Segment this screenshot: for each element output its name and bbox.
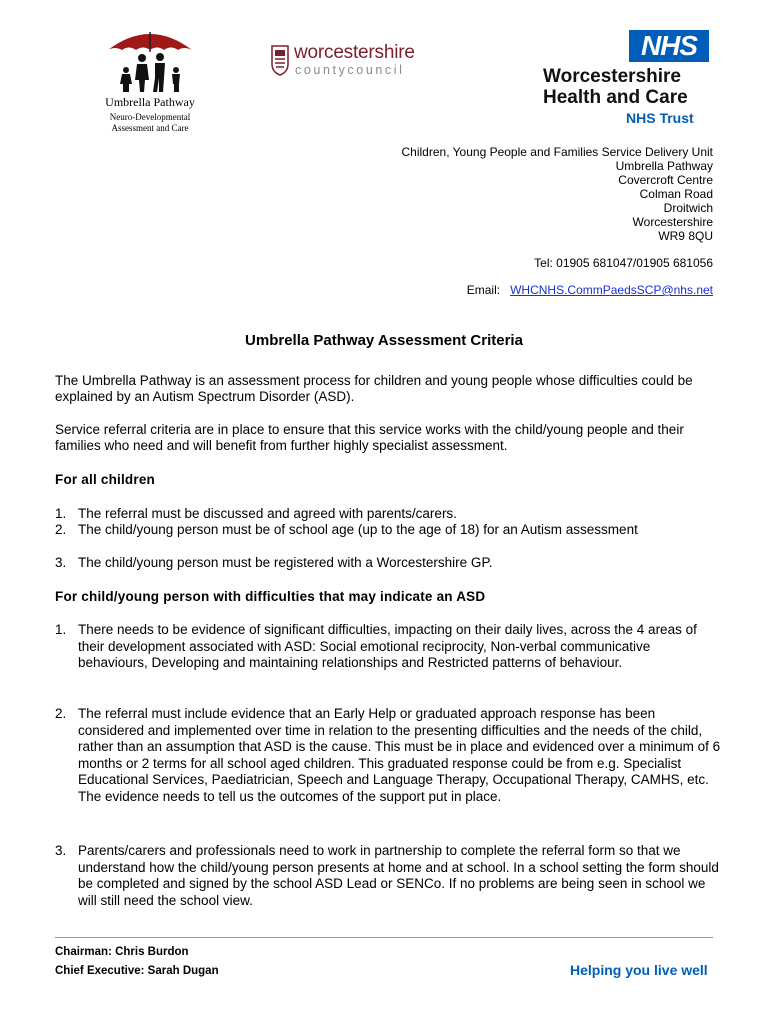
umbrella-logo-subtitle-1: Neuro-Developmental (109, 112, 191, 122)
list-item-number: 1. (55, 506, 67, 521)
nhs-badge: NHS (629, 30, 709, 62)
list-item-text: The referral must include evidence that an Early Help or graduated approach response has been considered and implemented over time in relation to the presenting difficulties and the needs of the child, rather than an assumption that ASD is the cause. This must be in place and evidenced over a minimum of 6 months or 2 terms for all school aged children. This graduated response could be from e.g. Specialist Educational Services, Paediatrician, Speech and Language Therapy, Occupational Therapy, CAMHS, etc. The evidence needs to tell us the outcomes of the support put in place. (78, 706, 721, 804)
list-item-text: Parents/carers and professionals need to work in partnership to complete the referral form so that we understand how the child/young person presents at home and at school. In a school setting the form should be completed and signed by the school ASD Lead or SENCo. If no problems are being seen in school we will still need the school view. (78, 843, 719, 908)
address-line: Covercroft Centre (618, 173, 713, 187)
email-link[interactable]: WHCNHS.CommPaedsSCP@nhs.net (510, 283, 713, 297)
list-item-number: 1. (55, 622, 67, 637)
footer-chief-executive: Chief Executive: Sarah Dugan (55, 965, 219, 977)
list-item-text: The child/young person must be registered with a Worcestershire GP. (78, 555, 493, 570)
umbrella-pathway-logo (80, 28, 195, 138)
nhs-org-line-2: Health and Care (543, 87, 688, 108)
list-item-number: 2. (55, 706, 67, 721)
address-line: WR9 8QU (658, 229, 713, 243)
footer-tagline: Helping you live well (570, 962, 708, 978)
address-line: Children, Young People and Families Service Delivery Unit (401, 145, 713, 159)
list-item-text: The child/young person must be of school age (up to the age of 18) for an Autism assessment (78, 522, 638, 537)
section-heading-all-children: For all children (55, 472, 155, 487)
footer-divider (55, 937, 713, 938)
address-line: Umbrella Pathway (615, 159, 713, 173)
list-item-number: 3. (55, 843, 67, 858)
address-line: Worcestershire (632, 215, 713, 229)
address-block (402, 145, 714, 297)
section-heading-asd: For child/young person with difficulties that may indicate an ASD (55, 589, 486, 604)
nhs-logo (538, 30, 718, 130)
address-line: Colman Road (639, 187, 713, 201)
council-crest-icon (270, 44, 290, 76)
intro-paragraph-1: The Umbrella Pathway is an assessment process for children and young people whose difficulties could be explained by an Autism Spectrum Disorder (ASD). (55, 373, 693, 404)
list-item-number: 2. (55, 522, 67, 537)
email-row (402, 283, 714, 297)
nhs-org-name (543, 66, 688, 108)
umbrella-family-icon (104, 28, 196, 94)
page-title: Umbrella Pathway Assessment Criteria (245, 332, 523, 349)
umbrella-logo-title: Umbrella Pathway (105, 95, 195, 109)
list-item-text: The referral must be discussed and agreed with parents/carers. (78, 506, 457, 521)
council-logo (270, 42, 430, 82)
telephone: Tel: 01905 681047/01905 681056 (534, 256, 713, 270)
council-subtitle: countycouncil (295, 63, 405, 77)
intro-paragraph-2: Service referral criteria are in place to ensure that this service works with the child/young people and their families who need and will benefit from further highly specialist assessment. (55, 422, 684, 453)
council-name: worcestershire (294, 42, 415, 63)
email-label: Email: (466, 283, 501, 297)
umbrella-logo-subtitle-2: Assessment and Care (111, 123, 189, 133)
address-line: Droitwich (663, 201, 713, 215)
nhs-org-line-1: Worcestershire (543, 66, 681, 87)
nhs-trust-label: NHS Trust (626, 110, 694, 126)
list-item-number: 3. (55, 555, 67, 570)
list-item-text: There needs to be evidence of significant difficulties, impacting on their daily lives, across the 4 areas of their development associated with ASD: Social emotional reciprocity, Non-verbal communicative behaviours, Developing and maintaining relationships and Restricted patterns of behaviour. (78, 622, 697, 670)
footer-chairman: Chairman: Chris Burdon (55, 946, 189, 958)
